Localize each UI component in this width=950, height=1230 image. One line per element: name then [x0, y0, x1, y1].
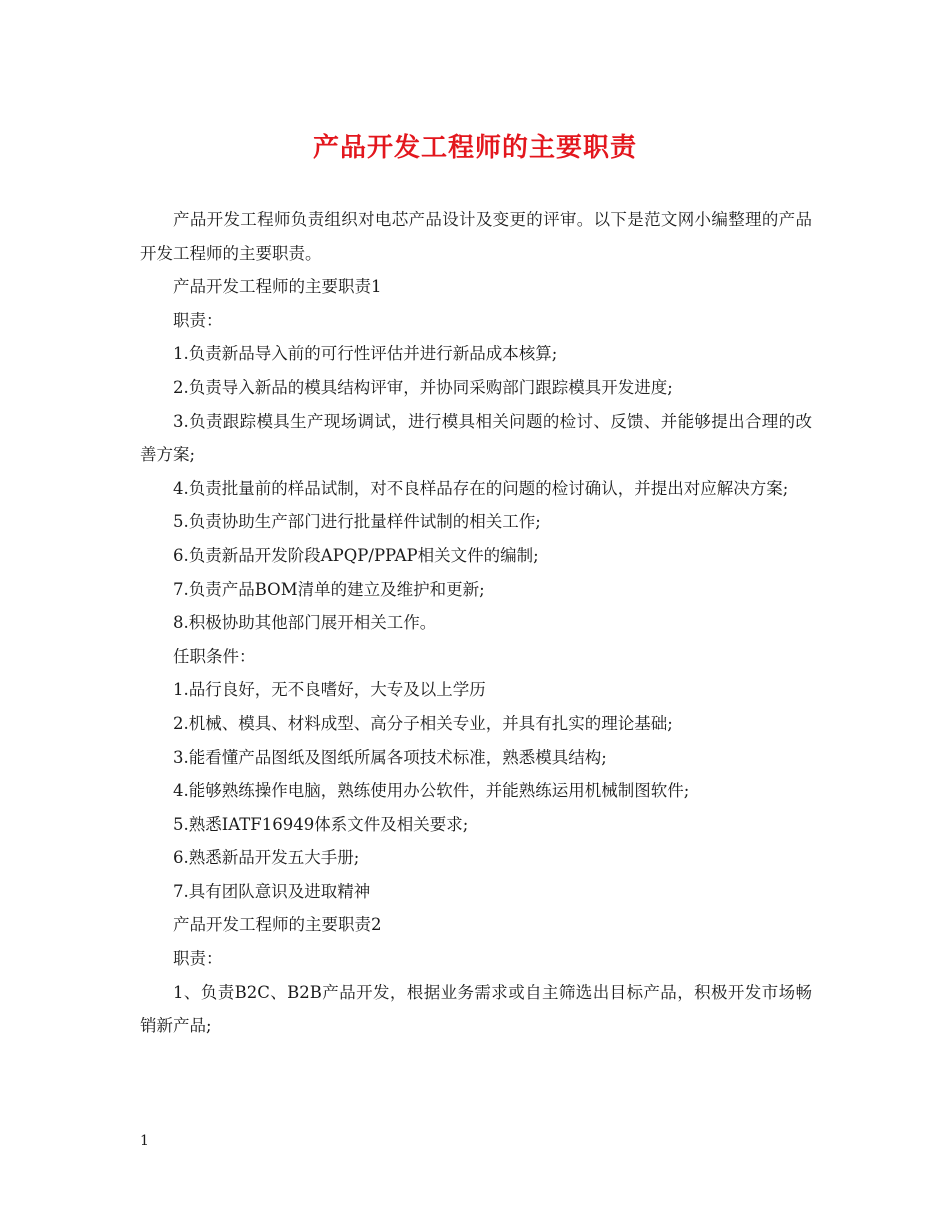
duty-item: 8.积极协助其他部门展开相关工作。 — [173, 613, 437, 633]
intro-paragraph: 产品开发工程师负责组织对电芯产品设计及变更的评审。以下是范文网小编整理的产品开发工程师的主要职责。 — [140, 210, 812, 263]
requirement-item: 4.能够熟练操作电脑，熟练使用办公软件，并能熟练运用机械制图软件; — [173, 781, 690, 801]
requirement-item: 7.具有团队意识及进取精神 — [173, 881, 371, 901]
section-heading-1: 产品开发工程师的主要职责1 — [173, 277, 382, 297]
requirement-item: 1.品行良好，无不良嗜好，大专及以上学历 — [173, 680, 486, 700]
duty-item: 6.负责新品开发阶段APQP/PPAP相关文件的编制; — [173, 545, 539, 565]
page-number: 1 — [140, 1133, 149, 1149]
requirements-label: 任职条件： — [173, 646, 256, 666]
requirement-item: 2.机械、模具、材料成型、高分子相关专业，并具有扎实的理论基础; — [173, 713, 673, 733]
duty-item: 2.负责导入新品的模具结构评审，并协同采购部门跟踪模具开发进度; — [173, 377, 673, 397]
duties-label-1: 职责： — [173, 310, 223, 330]
duty-item: 1、负责B2C、B2B产品开发，根据业务需求或自主筛选出目标产品，积极开发市场畅销新产品; — [140, 982, 812, 1036]
duty-item: 5.负责协助生产部门进行批量样件试制的相关工作; — [173, 512, 541, 532]
requirement-item: 6.熟悉新品开发五大手册; — [173, 848, 360, 868]
duty-item: 1.负责新品导入前的可行性评估并进行新品成本核算; — [173, 344, 558, 364]
section-heading-2: 产品开发工程师的主要职责2 — [173, 915, 382, 935]
duty-item: 3.负责跟踪模具生产现场调试，进行模具相关问题的检讨、反馈、并能够提出合理的改善方案; — [140, 411, 812, 465]
duties-label-2: 职责： — [173, 949, 223, 969]
requirement-item: 3.能看懂产品图纸及图纸所属各项技术标准，熟悉模具结构; — [173, 747, 607, 767]
document-title: 产品开发工程师的主要职责 — [312, 133, 637, 163]
document-body — [140, 203, 812, 1043]
duty-item: 4.负责批量前的样品试制，对不良样品存在的问题的检讨确认，并提出对应解决方案; — [173, 478, 789, 498]
requirement-item: 5.熟悉IATF16949体系文件及相关要求; — [173, 814, 469, 834]
duty-item: 7.负责产品BOM清单的建立及维护和更新; — [173, 579, 485, 599]
